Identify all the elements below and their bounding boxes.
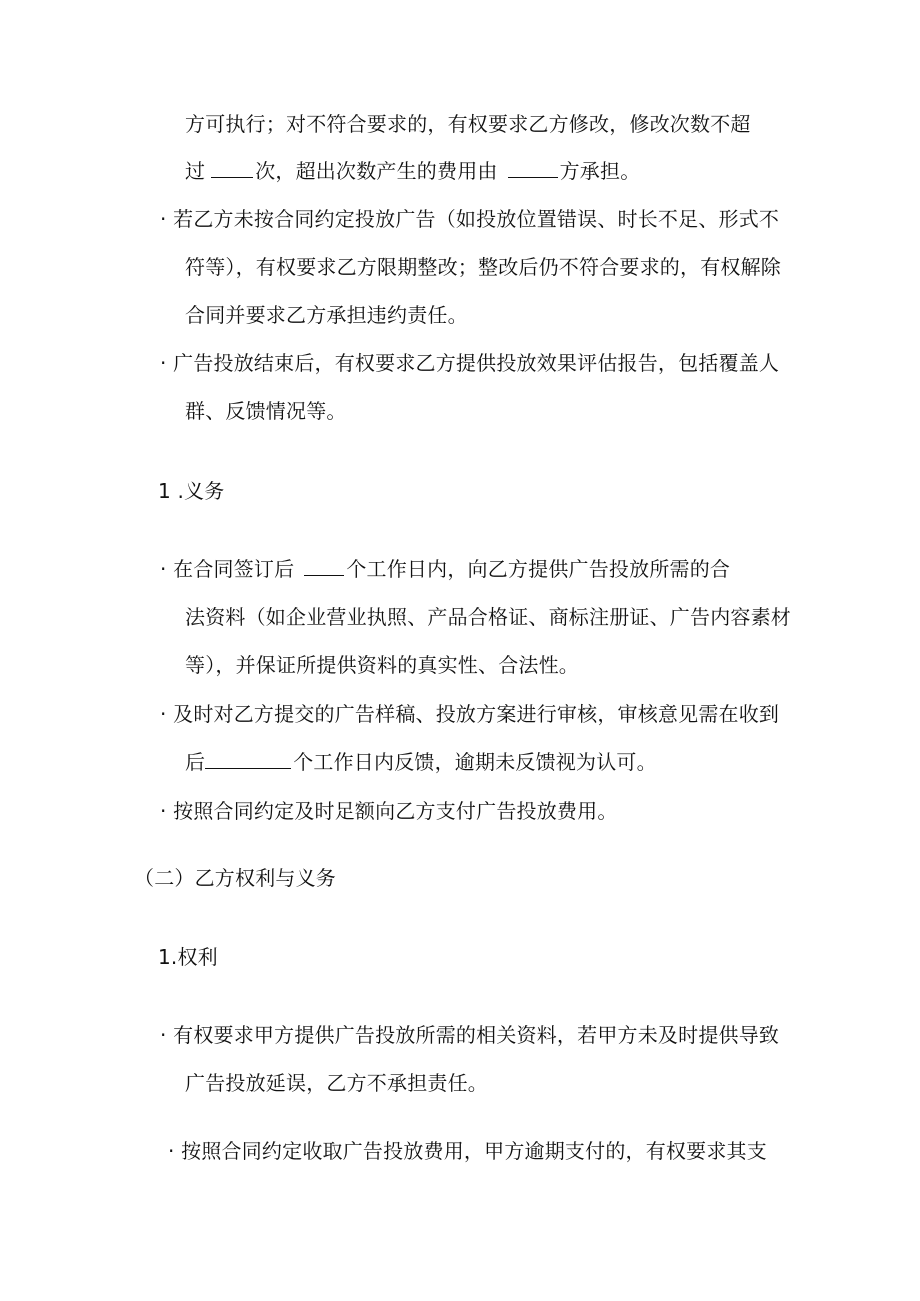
text-line: · 有权要求甲方提供广告投放所需的相关资料，若甲方未及时提供导致 <box>160 1023 780 1047</box>
blank-underline <box>211 159 253 178</box>
blank-underline <box>205 750 291 769</box>
blank-underline <box>304 557 344 576</box>
text-line: 广告投放延误，乙方不承担责任。 <box>185 1071 488 1095</box>
text-segment: 个工作日内反馈，逾期未反馈视为认可。 <box>293 750 657 774</box>
text-line: · 若乙方未按合同约定投放广告（如投放位置错误、时长不足、形式不 <box>160 207 780 231</box>
text-line: · 按照合同约定及时足额向乙方支付广告投放费用。 <box>160 799 618 823</box>
text-segment: 方承担。 <box>559 159 641 183</box>
text-segment: 次，超出次数产生的费用由 <box>255 159 498 183</box>
text-segment: 个工作日内，向乙方提供广告投放所需的合 <box>346 557 731 581</box>
text-line <box>160 555 730 583</box>
section-heading: 1 .义务 <box>158 479 225 503</box>
text-line: · 按照合同约定收取广告投放费用，甲方逾期支付的，有权要求其支 <box>168 1139 767 1163</box>
text-line: · 及时对乙方提交的广告样稿、投放方案进行审核，审核意见需在收到 <box>160 702 780 726</box>
text-segment: 过 <box>185 159 206 183</box>
section-heading: （二）乙方权利与义务 <box>134 866 336 890</box>
text-line: 合同并要求乙方承担违约责任。 <box>185 303 468 327</box>
text-segment: · 在合同签订后 <box>160 557 295 581</box>
text-line <box>185 157 640 185</box>
text-line: 群、反馈情况等。 <box>185 399 347 423</box>
text-line <box>185 748 657 776</box>
sub-heading: 1.权利 <box>158 945 218 969</box>
blank-underline <box>508 159 558 178</box>
text-segment: 后 <box>185 750 206 774</box>
text-line: 等），并保证所提供资料的真实性、合法性。 <box>185 653 579 677</box>
text-line: 符等），有权要求乙方限期整改；整改后仍不符合要求的，有权解除 <box>185 255 781 279</box>
text-line: · 广告投放结束后，有权要求乙方提供投放效果评估报告，包括覆盖人 <box>160 351 780 375</box>
text-line: 法资料（如企业营业执照、产品合格证、商标注册证、广告内容素材 <box>185 605 791 629</box>
text-line: 方可执行；对不符合要求的，有权要求乙方修改，修改次数不超 <box>185 112 751 136</box>
